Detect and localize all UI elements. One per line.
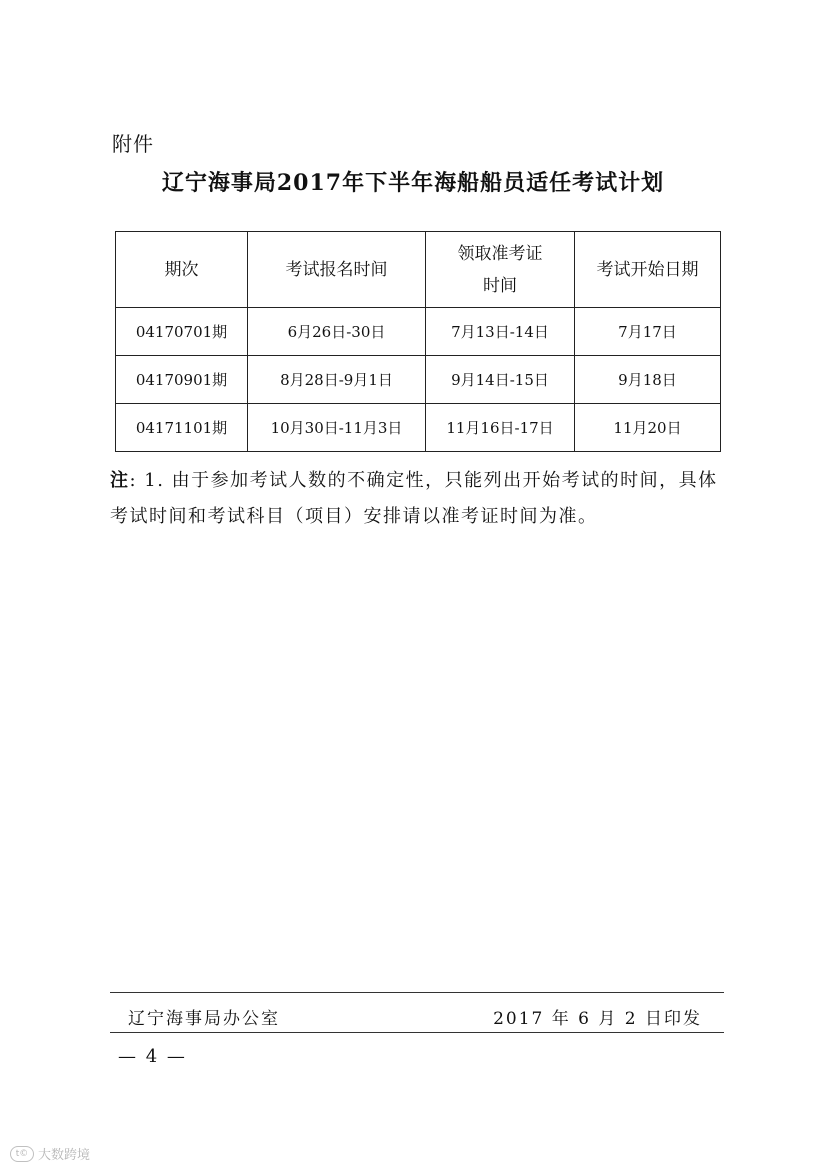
header-admission-ticket-line2: 时间	[483, 275, 517, 296]
cell-registration-time: 10月30日-11月3日	[248, 404, 426, 452]
cell-session: 04170901期	[116, 356, 248, 404]
issuing-office: 辽宁海事局办公室	[128, 1009, 280, 1029]
watermark-text: 大数跨境	[38, 1148, 91, 1163]
exam-plan-table	[115, 231, 721, 452]
table-row	[116, 308, 721, 356]
table-header-row	[116, 232, 721, 308]
watermark-logo-icon: t©	[10, 1146, 34, 1162]
header-exam-start-date: 考试开始日期	[575, 232, 721, 308]
note-label: 注	[110, 470, 130, 491]
cell-exam-start-date: 7月17日	[575, 308, 721, 356]
header-admission-ticket-time	[426, 232, 575, 308]
page-number: — 4 —	[118, 1046, 187, 1067]
note-text: : 1. 由于参加考试人数的不确定性，只能列出开始考试的时间，具体考试时间和考试科目（项目）安排请以准考证时间为准。	[110, 470, 718, 527]
header-registration-time: 考试报名时间	[248, 232, 426, 308]
table-row	[116, 404, 721, 452]
issue-date: 2017 年 6 月 2 日印发	[493, 1009, 702, 1029]
cell-session: 04170701期	[116, 308, 248, 356]
attachment-label: 附件	[112, 132, 154, 156]
cell-exam-start-date: 11月20日	[575, 404, 721, 452]
watermark	[10, 1144, 90, 1163]
document-title: 辽宁海事局2017年下半年海船船员适任考试计划	[161, 170, 665, 196]
footer-bottom-rule	[110, 1032, 724, 1033]
cell-admission-ticket-time: 9月14日-15日	[426, 356, 575, 404]
cell-registration-time: 8月28日-9月1日	[248, 356, 426, 404]
note-paragraph	[110, 463, 728, 535]
footer-top-rule	[110, 992, 724, 993]
cell-admission-ticket-time: 11月16日-17日	[426, 404, 575, 452]
cell-session: 04171101期	[116, 404, 248, 452]
cell-registration-time: 6月26日-30日	[248, 308, 426, 356]
cell-exam-start-date: 9月18日	[575, 356, 721, 404]
cell-admission-ticket-time: 7月13日-14日	[426, 308, 575, 356]
header-admission-ticket-line1: 领取准考证	[457, 243, 543, 264]
table-row	[116, 356, 721, 404]
header-session: 期次	[116, 232, 248, 308]
